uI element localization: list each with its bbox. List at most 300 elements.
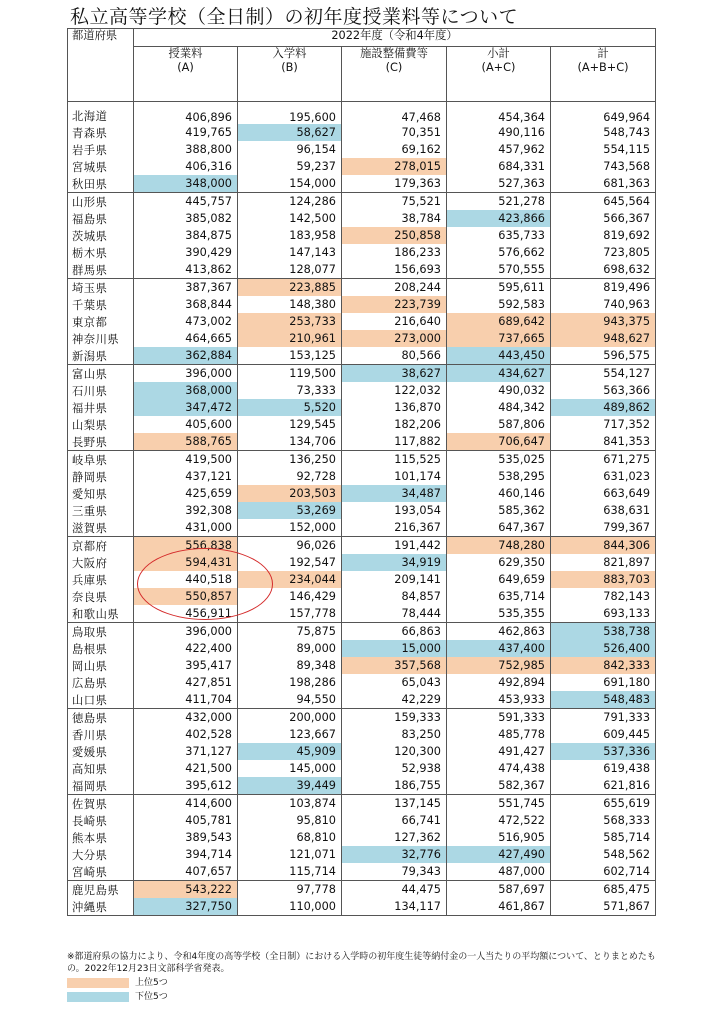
value-cell: 655,619 [551, 795, 656, 813]
value-cell: 392,308 [134, 502, 238, 519]
table-row [68, 537, 656, 555]
value-cell: 127,362 [342, 829, 447, 846]
value-cell: 571,867 [551, 898, 656, 916]
value-cell: 208,244 [342, 279, 447, 297]
header-col-name: 計 [597, 47, 609, 60]
table-row [68, 760, 656, 777]
table-row [68, 158, 656, 175]
value-cell: 348,000 [134, 175, 238, 193]
value-cell: 554,127 [551, 365, 656, 383]
value-cell: 45,909 [238, 743, 342, 760]
value-cell: 32,776 [342, 846, 447, 863]
prefecture-cell: 新潟県 [68, 347, 134, 365]
legend-top5-label: 上位5つ [135, 978, 168, 988]
value-cell: 273,000 [342, 330, 447, 347]
value-cell: 389,543 [134, 829, 238, 846]
value-cell: 96,026 [238, 537, 342, 555]
header-col-sub: (A+B+C) [577, 61, 629, 74]
value-cell: 78,444 [342, 605, 447, 623]
prefecture-cell: 大阪府 [68, 554, 134, 571]
value-cell: 490,116 [447, 124, 551, 141]
prefecture-cell: 岩手県 [68, 141, 134, 158]
value-cell: 69,162 [342, 141, 447, 158]
value-cell: 371,127 [134, 743, 238, 760]
value-cell: 631,023 [551, 468, 656, 485]
value-cell: 434,627 [447, 365, 551, 383]
value-cell: 490,032 [447, 382, 551, 399]
value-cell: 234,044 [238, 571, 342, 588]
prefecture-cell: 愛媛県 [68, 743, 134, 760]
header-col-sub: (A) [177, 61, 194, 74]
value-cell: 576,662 [447, 244, 551, 261]
value-cell: 663,649 [551, 485, 656, 502]
value-cell: 538,738 [551, 623, 656, 641]
table-row [68, 674, 656, 691]
value-cell: 413,862 [134, 261, 238, 279]
value-cell: 121,071 [238, 846, 342, 863]
value-cell: 216,640 [342, 313, 447, 330]
value-cell: 752,985 [447, 657, 551, 674]
value-cell: 883,703 [551, 571, 656, 588]
value-cell: 492,894 [447, 674, 551, 691]
value-cell: 193,054 [342, 502, 447, 519]
value-cell: 395,612 [134, 777, 238, 795]
prefecture-cell: 秋田県 [68, 175, 134, 193]
value-cell: 153,125 [238, 347, 342, 365]
value-cell: 548,743 [551, 124, 656, 141]
value-cell: 396,000 [134, 623, 238, 641]
table-row [68, 102, 656, 125]
prefecture-cell: 鹿児島県 [68, 881, 134, 899]
value-cell: 97,778 [238, 881, 342, 899]
value-cell: 38,784 [342, 210, 447, 227]
table-row [68, 330, 656, 347]
value-cell: 460,146 [447, 485, 551, 502]
value-cell: 65,043 [342, 674, 447, 691]
value-cell: 548,562 [551, 846, 656, 863]
value-cell: 89,000 [238, 640, 342, 657]
legend-bottom5-label: 下位5つ [135, 992, 168, 1002]
prefecture-cell: 長野県 [68, 433, 134, 451]
value-cell: 685,475 [551, 881, 656, 899]
prefecture-cell: 沖縄県 [68, 898, 134, 916]
value-cell: 587,806 [447, 416, 551, 433]
value-cell: 198,286 [238, 674, 342, 691]
value-cell: 456,911 [134, 605, 238, 623]
table-row [68, 571, 656, 588]
value-cell: 591,333 [447, 709, 551, 727]
table-row [68, 382, 656, 399]
prefecture-cell: 宮崎県 [68, 863, 134, 881]
prefecture-cell: 東京都 [68, 313, 134, 330]
header-col-name: 入学料 [272, 47, 307, 60]
table-row [68, 468, 656, 485]
value-cell: 516,905 [447, 829, 551, 846]
table-row [68, 124, 656, 141]
prefecture-cell: 長崎県 [68, 812, 134, 829]
value-cell: 491,427 [447, 743, 551, 760]
value-cell: 842,333 [551, 657, 656, 674]
value-cell: 357,568 [342, 657, 447, 674]
prefecture-cell: 鳥取県 [68, 623, 134, 641]
value-cell: 209,141 [342, 571, 447, 588]
value-cell: 137,145 [342, 795, 447, 813]
value-cell: 123,667 [238, 726, 342, 743]
prefecture-cell: 大分県 [68, 846, 134, 863]
value-cell: 596,575 [551, 347, 656, 365]
table-row [68, 623, 656, 641]
value-cell: 129,545 [238, 416, 342, 433]
value-cell: 195,600 [238, 102, 342, 125]
value-cell: 649,659 [447, 571, 551, 588]
page-title: 私立高等学校（全日制）の初年度授業料等について [70, 6, 519, 28]
prefecture-cell: 福井県 [68, 399, 134, 416]
value-cell: 743,568 [551, 158, 656, 175]
header-year: 2022年度（令和4年度） [134, 29, 656, 47]
prefecture-cell: 山梨県 [68, 416, 134, 433]
value-cell: 568,333 [551, 812, 656, 829]
value-cell: 487,000 [447, 863, 551, 881]
prefecture-cell: 栃木県 [68, 244, 134, 261]
tuition-table [67, 28, 656, 916]
value-cell: 39,449 [238, 777, 342, 795]
value-cell: 179,363 [342, 175, 447, 193]
value-cell: 384,875 [134, 227, 238, 244]
value-cell: 124,286 [238, 193, 342, 211]
value-cell: 464,665 [134, 330, 238, 347]
value-cell: 582,367 [447, 777, 551, 795]
header-col-sub: (A+C) [481, 61, 516, 74]
value-cell: 387,367 [134, 279, 238, 297]
value-cell: 535,025 [447, 451, 551, 469]
value-cell: 203,503 [238, 485, 342, 502]
value-cell: 844,306 [551, 537, 656, 555]
table-row [68, 502, 656, 519]
prefecture-cell: 高知県 [68, 760, 134, 777]
value-cell: 68,810 [238, 829, 342, 846]
prefecture-cell: 愛知県 [68, 485, 134, 502]
value-cell: 551,745 [447, 795, 551, 813]
prefecture-cell: 埼玉県 [68, 279, 134, 297]
value-cell: 148,380 [238, 296, 342, 313]
value-cell: 59,237 [238, 158, 342, 175]
value-cell: 58,627 [238, 124, 342, 141]
value-cell: 943,375 [551, 313, 656, 330]
value-cell: 186,755 [342, 777, 447, 795]
value-cell: 75,875 [238, 623, 342, 641]
value-cell: 159,333 [342, 709, 447, 727]
table-row [68, 175, 656, 193]
value-cell: 737,665 [447, 330, 551, 347]
value-cell: 566,367 [551, 210, 656, 227]
header-col-sub: (C) [385, 61, 403, 74]
value-cell: 83,250 [342, 726, 447, 743]
value-cell: 799,367 [551, 519, 656, 537]
value-cell: 110,000 [238, 898, 342, 916]
value-cell: 183,958 [238, 227, 342, 244]
value-cell: 47,468 [342, 102, 447, 125]
table-row [68, 313, 656, 330]
value-cell: 681,363 [551, 175, 656, 193]
prefecture-cell: 和歌山県 [68, 605, 134, 623]
prefecture-cell: 広島県 [68, 674, 134, 691]
value-cell: 223,739 [342, 296, 447, 313]
value-cell: 405,600 [134, 416, 238, 433]
value-cell: 587,697 [447, 881, 551, 899]
value-cell: 362,884 [134, 347, 238, 365]
prefecture-cell: 富山県 [68, 365, 134, 383]
header-col-name: 施設整備費等 [360, 47, 428, 60]
value-cell: 402,528 [134, 726, 238, 743]
value-cell: 119,500 [238, 365, 342, 383]
value-cell: 698,632 [551, 261, 656, 279]
prefecture-cell: 岡山県 [68, 657, 134, 674]
value-cell: 592,583 [447, 296, 551, 313]
value-cell: 122,032 [342, 382, 447, 399]
value-cell: 182,206 [342, 416, 447, 433]
value-cell: 95,810 [238, 812, 342, 829]
value-cell: 535,355 [447, 605, 551, 623]
header-col-0 [134, 47, 238, 102]
value-cell: 421,500 [134, 760, 238, 777]
value-cell: 474,438 [447, 760, 551, 777]
prefecture-cell: 島根県 [68, 640, 134, 657]
value-cell: 419,765 [134, 124, 238, 141]
value-cell: 594,431 [134, 554, 238, 571]
value-cell: 115,714 [238, 863, 342, 881]
value-cell: 588,765 [134, 433, 238, 451]
table-row [68, 829, 656, 846]
value-cell: 723,805 [551, 244, 656, 261]
value-cell: 645,564 [551, 193, 656, 211]
value-cell: 445,757 [134, 193, 238, 211]
legend-top5-swatch [67, 978, 129, 988]
value-cell: 223,885 [238, 279, 342, 297]
table-row [68, 554, 656, 571]
table-row [68, 244, 656, 261]
value-cell: 136,250 [238, 451, 342, 469]
value-cell: 457,962 [447, 141, 551, 158]
value-cell: 462,863 [447, 623, 551, 641]
value-cell: 120,300 [342, 743, 447, 760]
table-row [68, 846, 656, 863]
value-cell: 385,082 [134, 210, 238, 227]
header-col-4 [551, 47, 656, 102]
value-cell: 423,866 [447, 210, 551, 227]
value-cell: 53,269 [238, 502, 342, 519]
value-cell: 34,919 [342, 554, 447, 571]
table-row [68, 881, 656, 899]
value-cell: 216,367 [342, 519, 447, 537]
header-col-3 [447, 47, 551, 102]
value-cell: 411,704 [134, 691, 238, 709]
value-cell: 136,870 [342, 399, 447, 416]
header-col-name: 小計 [487, 47, 510, 60]
value-cell: 200,000 [238, 709, 342, 727]
value-cell: 432,000 [134, 709, 238, 727]
value-cell: 485,778 [447, 726, 551, 743]
value-cell: 145,000 [238, 760, 342, 777]
value-cell: 117,882 [342, 433, 447, 451]
value-cell: 66,741 [342, 812, 447, 829]
value-cell: 782,143 [551, 588, 656, 605]
value-cell: 347,472 [134, 399, 238, 416]
value-cell: 556,838 [134, 537, 238, 555]
value-cell: 554,115 [551, 141, 656, 158]
prefecture-cell: 茨城県 [68, 227, 134, 244]
value-cell: 684,331 [447, 158, 551, 175]
table-row [68, 709, 656, 727]
value-cell: 147,143 [238, 244, 342, 261]
value-cell: 253,733 [238, 313, 342, 330]
value-cell: 66,863 [342, 623, 447, 641]
value-cell: 390,429 [134, 244, 238, 261]
value-cell: 210,961 [238, 330, 342, 347]
table-row [68, 485, 656, 502]
value-cell: 146,429 [238, 588, 342, 605]
table-row [68, 795, 656, 813]
prefecture-cell: 宮城県 [68, 158, 134, 175]
value-cell: 521,278 [447, 193, 551, 211]
value-cell: 152,000 [238, 519, 342, 537]
value-cell: 15,000 [342, 640, 447, 657]
value-cell: 186,233 [342, 244, 447, 261]
value-cell: 635,714 [447, 588, 551, 605]
value-cell: 706,647 [447, 433, 551, 451]
value-cell: 454,364 [447, 102, 551, 125]
value-cell: 388,800 [134, 141, 238, 158]
value-cell: 96,154 [238, 141, 342, 158]
table-row [68, 726, 656, 743]
table-row [68, 141, 656, 158]
value-cell: 115,525 [342, 451, 447, 469]
value-cell: 368,000 [134, 382, 238, 399]
value-cell: 748,280 [447, 537, 551, 555]
table-row [68, 863, 656, 881]
value-cell: 691,180 [551, 674, 656, 691]
value-cell: 819,692 [551, 227, 656, 244]
value-cell: 5,520 [238, 399, 342, 416]
value-cell: 406,316 [134, 158, 238, 175]
prefecture-cell: 石川県 [68, 382, 134, 399]
value-cell: 79,343 [342, 863, 447, 881]
value-cell: 368,844 [134, 296, 238, 313]
value-cell: 405,781 [134, 812, 238, 829]
table-row [68, 519, 656, 537]
prefecture-cell: 山形県 [68, 193, 134, 211]
table-row [68, 261, 656, 279]
value-cell: 419,500 [134, 451, 238, 469]
value-cell: 550,857 [134, 588, 238, 605]
prefecture-cell: 奈良県 [68, 588, 134, 605]
value-cell: 717,352 [551, 416, 656, 433]
header-prefecture: 都道府県 [68, 29, 134, 102]
header-col-name: 授業料 [168, 47, 203, 60]
table-row [68, 296, 656, 313]
table-row [68, 640, 656, 657]
table-row [68, 605, 656, 623]
value-cell: 543,222 [134, 881, 238, 899]
value-cell: 621,816 [551, 777, 656, 795]
legend-bottom5-swatch [67, 992, 129, 1002]
table-row [68, 365, 656, 383]
value-cell: 427,490 [447, 846, 551, 863]
value-cell: 619,438 [551, 760, 656, 777]
value-cell: 425,659 [134, 485, 238, 502]
table-row [68, 777, 656, 795]
prefecture-cell: 岐阜県 [68, 451, 134, 469]
table-row [68, 433, 656, 451]
prefecture-cell: 三重県 [68, 502, 134, 519]
value-cell: 570,555 [447, 261, 551, 279]
value-cell: 443,450 [447, 347, 551, 365]
table-row [68, 210, 656, 227]
prefecture-cell: 千葉県 [68, 296, 134, 313]
value-cell: 395,417 [134, 657, 238, 674]
value-cell: 649,964 [551, 102, 656, 125]
value-cell: 42,229 [342, 691, 447, 709]
value-cell: 394,714 [134, 846, 238, 863]
prefecture-cell: 北海道 [68, 102, 134, 125]
footnote: ※都道府県の協力により、令和4年度の高等学校（全日制）における入学時の初年度生徒等納付金の一人当たりの平均額について、とりまとめたもの。2022年12月23日文部科学省発表。 [67, 952, 656, 974]
value-cell: 134,706 [238, 433, 342, 451]
value-cell: 191,442 [342, 537, 447, 555]
prefecture-cell: 福島県 [68, 210, 134, 227]
header-col-2 [342, 47, 447, 102]
value-cell: 52,938 [342, 760, 447, 777]
prefecture-cell: 群馬県 [68, 261, 134, 279]
prefecture-cell: 滋賀県 [68, 519, 134, 537]
value-cell: 563,366 [551, 382, 656, 399]
value-cell: 527,363 [447, 175, 551, 193]
value-cell: 538,295 [447, 468, 551, 485]
value-cell: 73,333 [238, 382, 342, 399]
header-col-1 [238, 47, 342, 102]
value-cell: 791,333 [551, 709, 656, 727]
value-cell: 647,367 [447, 519, 551, 537]
value-cell: 103,874 [238, 795, 342, 813]
prefecture-cell: 徳島県 [68, 709, 134, 727]
header-col-sub: (B) [281, 61, 298, 74]
value-cell: 440,518 [134, 571, 238, 588]
value-cell: 437,400 [447, 640, 551, 657]
value-cell: 89,348 [238, 657, 342, 674]
prefecture-cell: 佐賀県 [68, 795, 134, 813]
value-cell: 819,496 [551, 279, 656, 297]
value-cell: 431,000 [134, 519, 238, 537]
value-cell: 38,627 [342, 365, 447, 383]
table-row [68, 416, 656, 433]
value-cell: 407,657 [134, 863, 238, 881]
value-cell: 453,933 [447, 691, 551, 709]
prefecture-cell: 香川県 [68, 726, 134, 743]
value-cell: 250,858 [342, 227, 447, 244]
value-cell: 156,693 [342, 261, 447, 279]
table-row [68, 812, 656, 829]
prefecture-cell: 兵庫県 [68, 571, 134, 588]
value-cell: 157,778 [238, 605, 342, 623]
prefecture-cell: 福岡県 [68, 777, 134, 795]
value-cell: 841,353 [551, 433, 656, 451]
prefecture-cell: 山口県 [68, 691, 134, 709]
table-row [68, 743, 656, 760]
value-cell: 94,550 [238, 691, 342, 709]
value-cell: 70,351 [342, 124, 447, 141]
prefecture-cell: 神奈川県 [68, 330, 134, 347]
value-cell: 595,611 [447, 279, 551, 297]
value-cell: 396,000 [134, 365, 238, 383]
table-row [68, 279, 656, 297]
